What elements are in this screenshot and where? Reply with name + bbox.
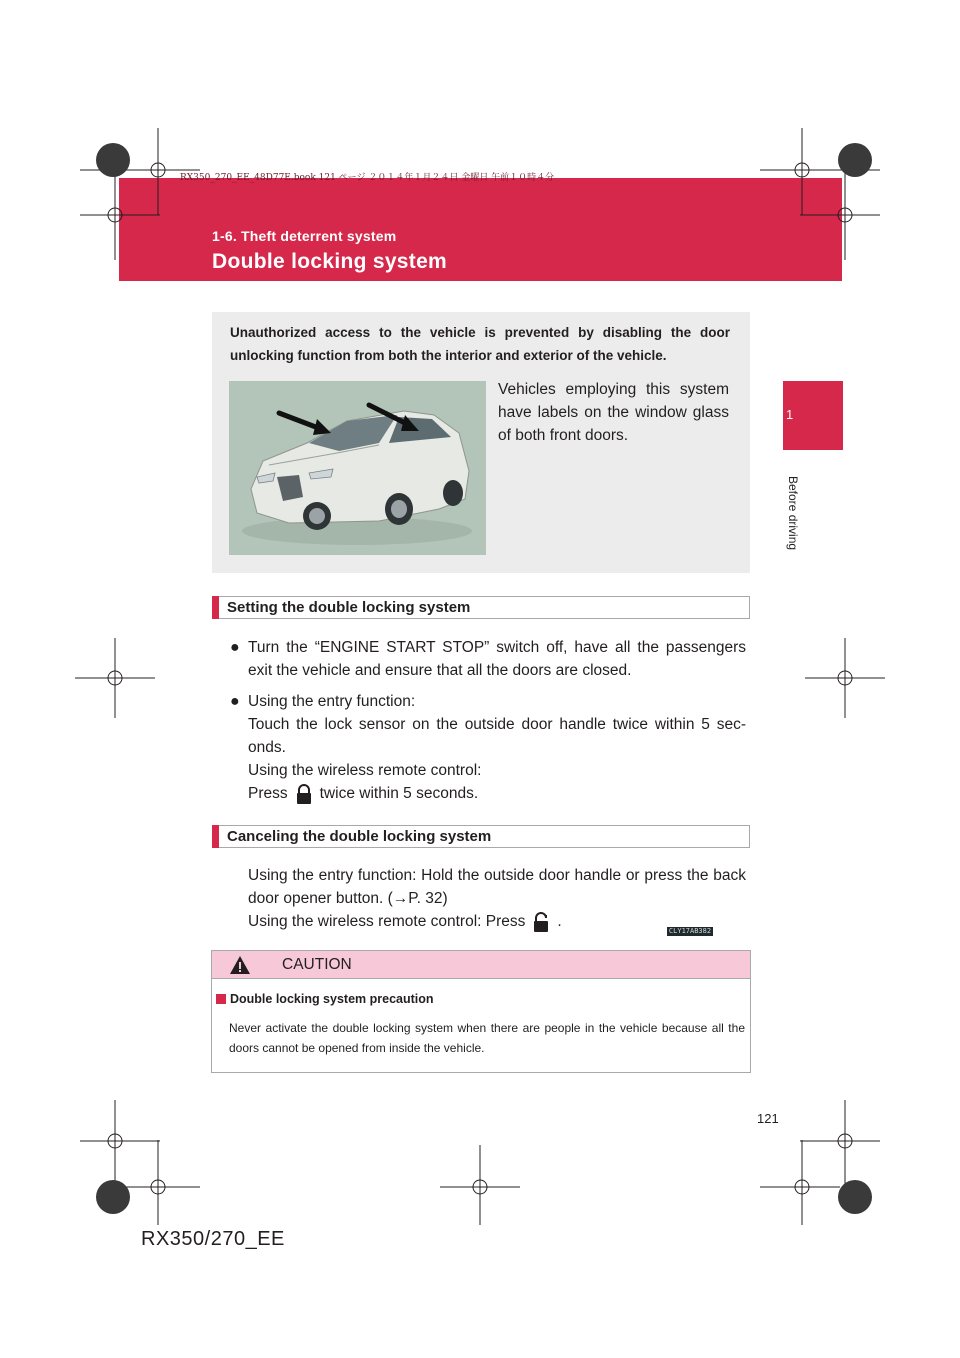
chapter-number: 1 xyxy=(786,407,794,422)
canceling-line-1: Using the entry function: Hold the outside door handle or press the back door opener button. (→P. 32) xyxy=(248,867,746,907)
canceling-suffix: . xyxy=(557,913,562,930)
bullet-line: Using the wireless remote control: xyxy=(248,762,482,779)
section-label: 1-6. Theft deterrent system xyxy=(212,228,397,244)
intro-note: Vehicles employing this system have labels on the window glass of both front doors. xyxy=(498,381,729,444)
setting-heading-text: Setting the double locking system xyxy=(227,599,471,616)
bullet-text: Turn the “ENGINE START STOP” switch off, have all the passengers exit the vehicle and ensure that all the doors are closed. xyxy=(248,639,746,679)
caution-label: CAUTION xyxy=(282,956,352,973)
print-info: RX350_270_EE_48D77E.book 121 ページ ２０１４年１月２４日 金曜日 午前１０時４分 xyxy=(180,173,555,183)
intro-text: Unauthorized access to the vehicle is prevented by disabling the door unlocking function from both the interior and exterior of the vehicle. xyxy=(230,325,730,363)
canceling-heading-text: Canceling the double locking system xyxy=(227,828,492,845)
image-code: CLY17AB382 xyxy=(668,927,712,935)
bullet-dot-icon: ● xyxy=(230,693,240,710)
canceling-press-text: Using the wireless remote control: Press xyxy=(248,913,526,930)
press-suffix: twice within 5 seconds. xyxy=(319,785,479,802)
press-label: Press xyxy=(248,785,288,802)
bullet-line: Touch the lock sensor on the outside door handle twice within 5 sec-onds. xyxy=(248,716,746,756)
bullet-dot-icon: ● xyxy=(230,639,240,656)
page-title: Double locking system xyxy=(212,250,448,273)
bullet-line: Using the entry function: xyxy=(248,693,416,710)
caution-text: Never activate the double locking system when there are people in the vehicle because all the doors cannot be opened from inside the vehicle. xyxy=(229,1021,745,1055)
page-number: 121 xyxy=(757,1111,779,1126)
chapter-label-text: Before driving xyxy=(786,476,800,551)
footer-model: RX350/270_EE xyxy=(141,1228,285,1250)
caution-subheading-text: Double locking system precaution xyxy=(230,992,434,1006)
